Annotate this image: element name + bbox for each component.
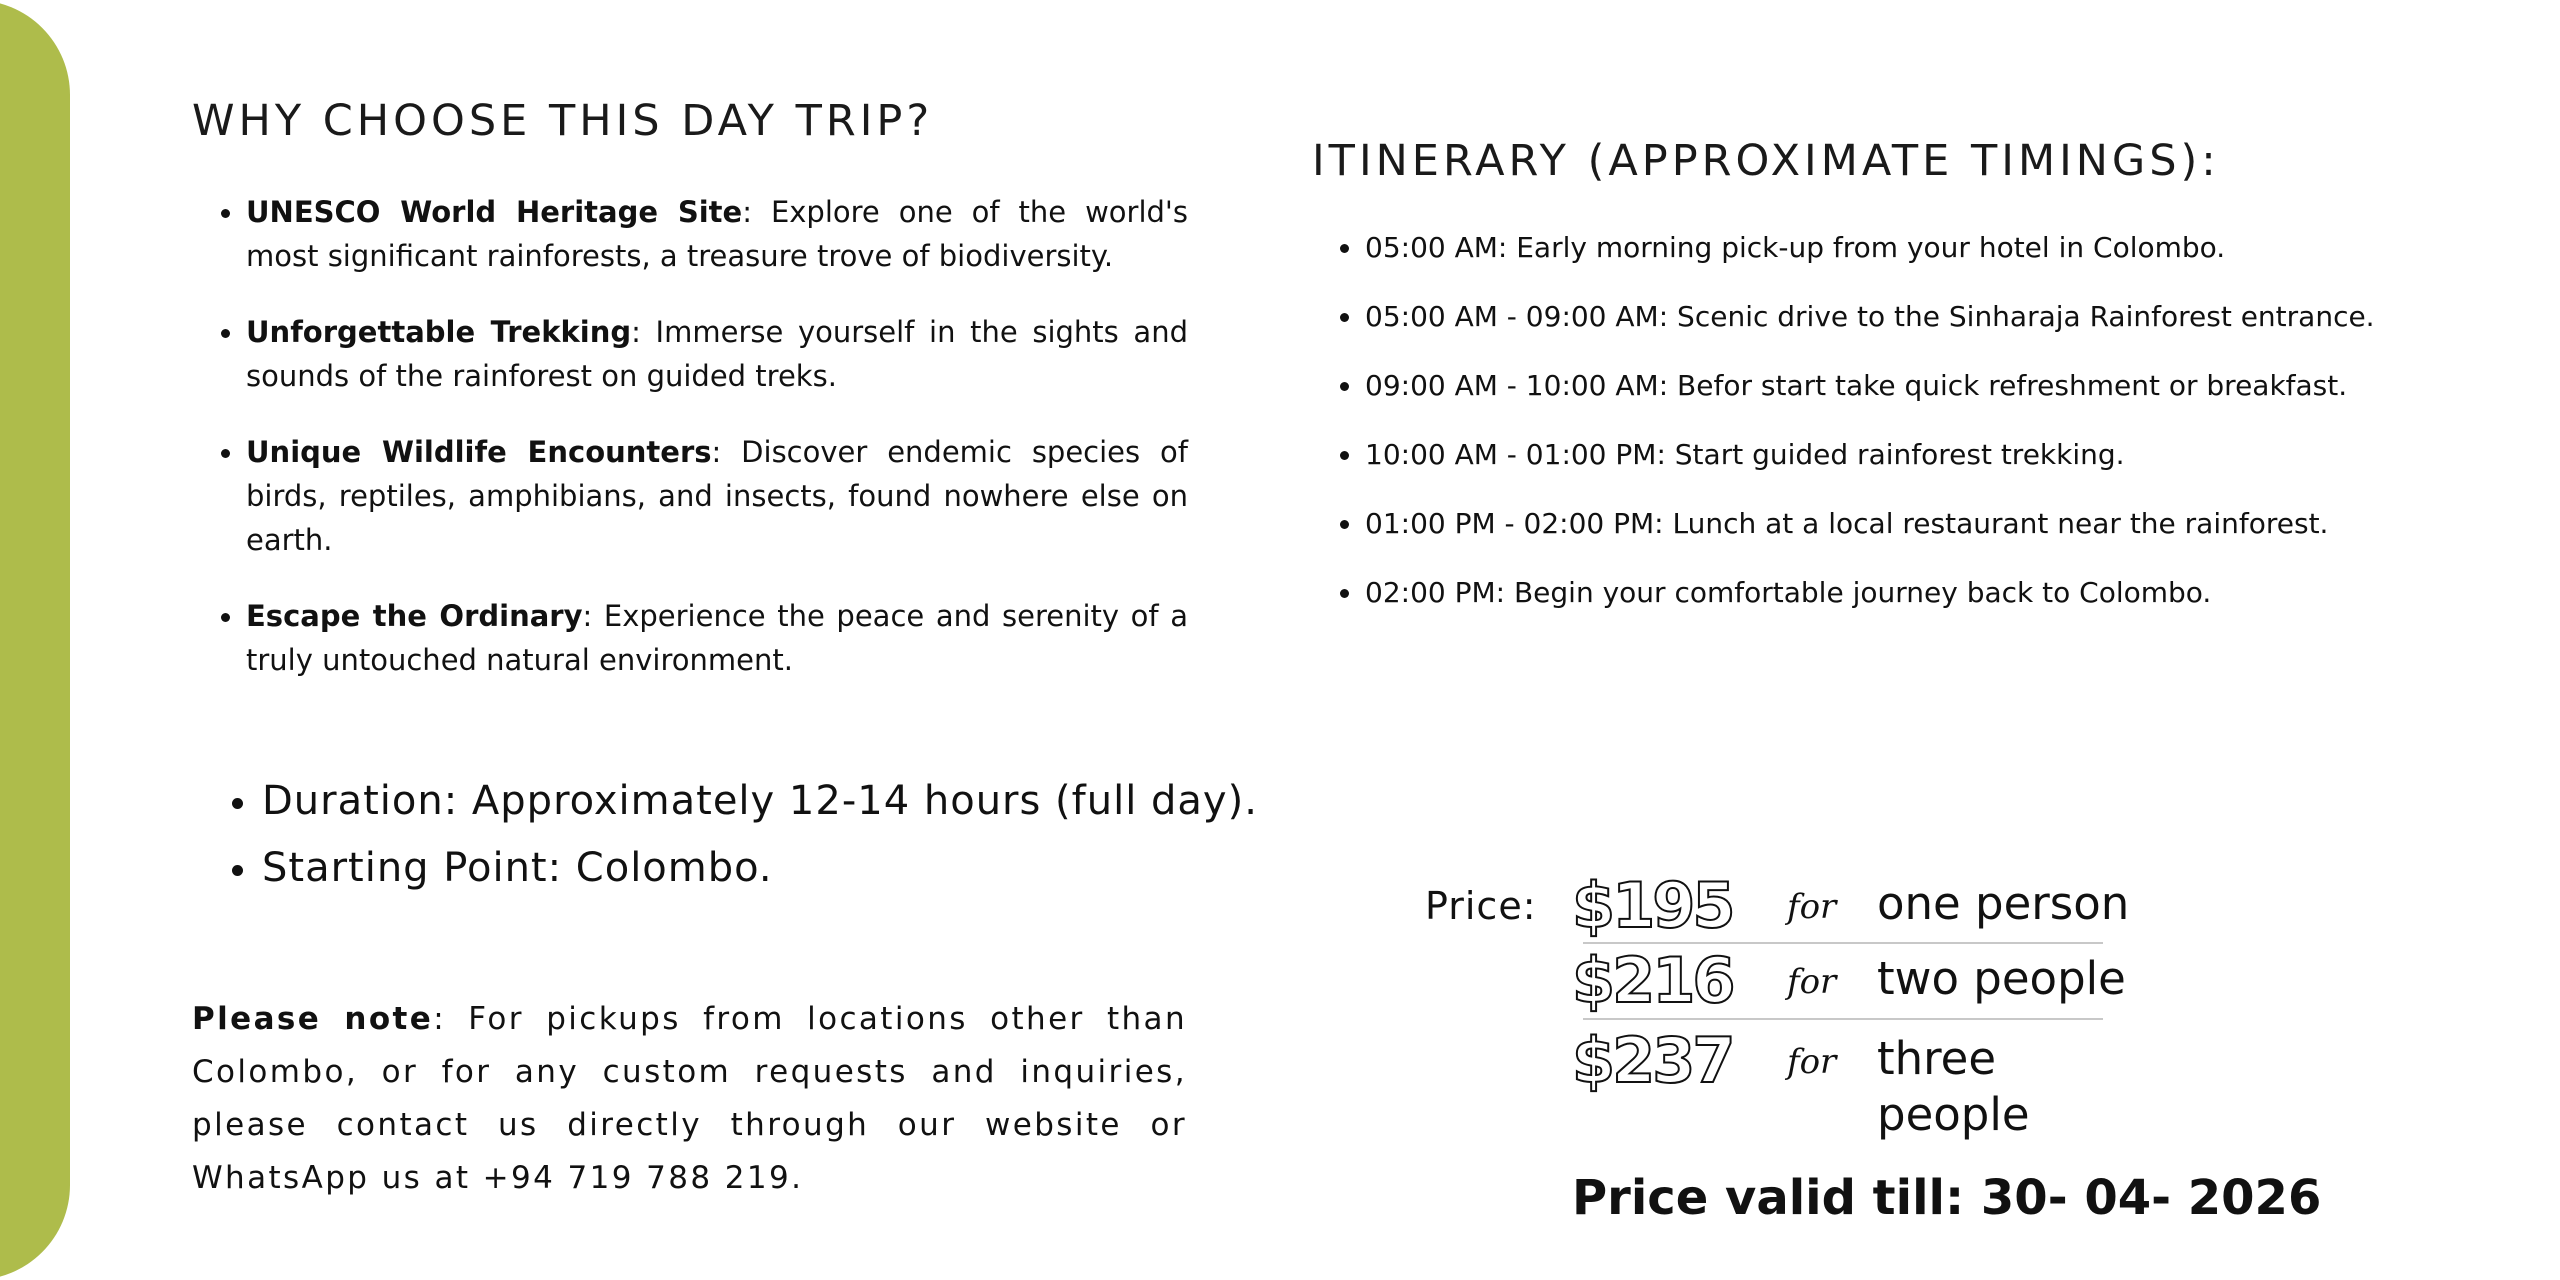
itinerary-item: 09:00 AM - 10:00 AM: Befor start take quick refreshment or breakfast. <box>1365 351 2375 420</box>
price-row-one-person <box>1572 868 2152 944</box>
price-for-word: for <box>1787 887 1837 927</box>
trip-facts-list <box>262 768 1258 902</box>
price-for-word: for <box>1787 1042 1837 1082</box>
why-item-title: Escape the Ordinary <box>246 599 583 633</box>
why-item-text: : Experience the peace and serenity of a truly untouched natural environment. <box>246 599 1188 677</box>
price-amount: $237 <box>1572 1024 1733 1097</box>
why-item-text: : Discover endemic species of birds, reptiles, amphibians, and insects, found nowhere else on earth. <box>246 435 1188 557</box>
itinerary-item: 02:00 PM: Begin your comfortable journey back to Colombo. <box>1365 558 2375 627</box>
price-row-two-people <box>1572 943 2152 1019</box>
duration-fact: Duration: Approximately 12-14 hours (full day). <box>262 768 1258 835</box>
itinerary-item: 05:00 AM - 09:00 AM: Scenic drive to the Sinharaja Rainforest entrance. <box>1365 282 2375 351</box>
price-group-size: two people <box>1877 952 2126 1005</box>
itinerary-item: 10:00 AM - 01:00 PM: Start guided rainforest trekking. <box>1365 420 2375 489</box>
why-item-trekking <box>246 310 1188 398</box>
why-item-unesco <box>246 190 1188 278</box>
price-label: Price: <box>1425 884 1537 928</box>
accent-side-band <box>0 0 70 1280</box>
price-amount: $216 <box>1572 944 1733 1017</box>
price-valid-date: Price valid till: 30- 04- 2026 <box>1572 1170 2322 1226</box>
price-row-three-people <box>1572 1023 2152 1141</box>
why-item-title: Unforgettable Trekking <box>246 315 632 349</box>
starting-point-fact: Starting Point: Colombo. <box>262 835 1258 902</box>
why-item-escape <box>246 594 1188 682</box>
itinerary-item: 05:00 AM: Early morning pick-up from your hotel in Colombo. <box>1365 213 2375 282</box>
why-item-title: UNESCO World Heritage Site <box>246 195 743 229</box>
price-group-size: three people <box>1877 1032 2030 1141</box>
why-item-text: : Explore one of the world's most significant rainforests, a treasure trove of biodiversity. <box>246 195 1188 273</box>
itinerary-list <box>1365 213 2375 627</box>
please-note-paragraph <box>192 993 1187 1205</box>
price-for-word: for <box>1787 962 1837 1002</box>
why-item-title: Unique Wildlife Encounters <box>246 435 712 469</box>
why-item-text: : Immerse yourself in the sights and sounds of the rainforest on guided treks. <box>246 315 1188 393</box>
price-group-size: one person <box>1877 877 2130 930</box>
why-choose-heading: WHY CHOOSE THIS DAY TRIP? <box>192 96 934 146</box>
price-amount: $195 <box>1572 869 1733 942</box>
why-item-wildlife <box>246 430 1188 562</box>
itinerary-heading: ITINERARY (APPROXIMATE TIMINGS): <box>1312 136 2220 186</box>
please-note-label: Please note <box>192 1001 434 1037</box>
itinerary-item: 01:00 PM - 02:00 PM: Lunch at a local restaurant near the rainforest. <box>1365 489 2375 558</box>
please-note-text: : For pickups from locations other than Colombo, or for any custom requests and inquiries, please contact us directly through our website or WhatsApp us at +94 719 788 219. <box>192 1001 1187 1196</box>
price-divider <box>1583 1018 2103 1020</box>
why-choose-list <box>246 190 1188 714</box>
